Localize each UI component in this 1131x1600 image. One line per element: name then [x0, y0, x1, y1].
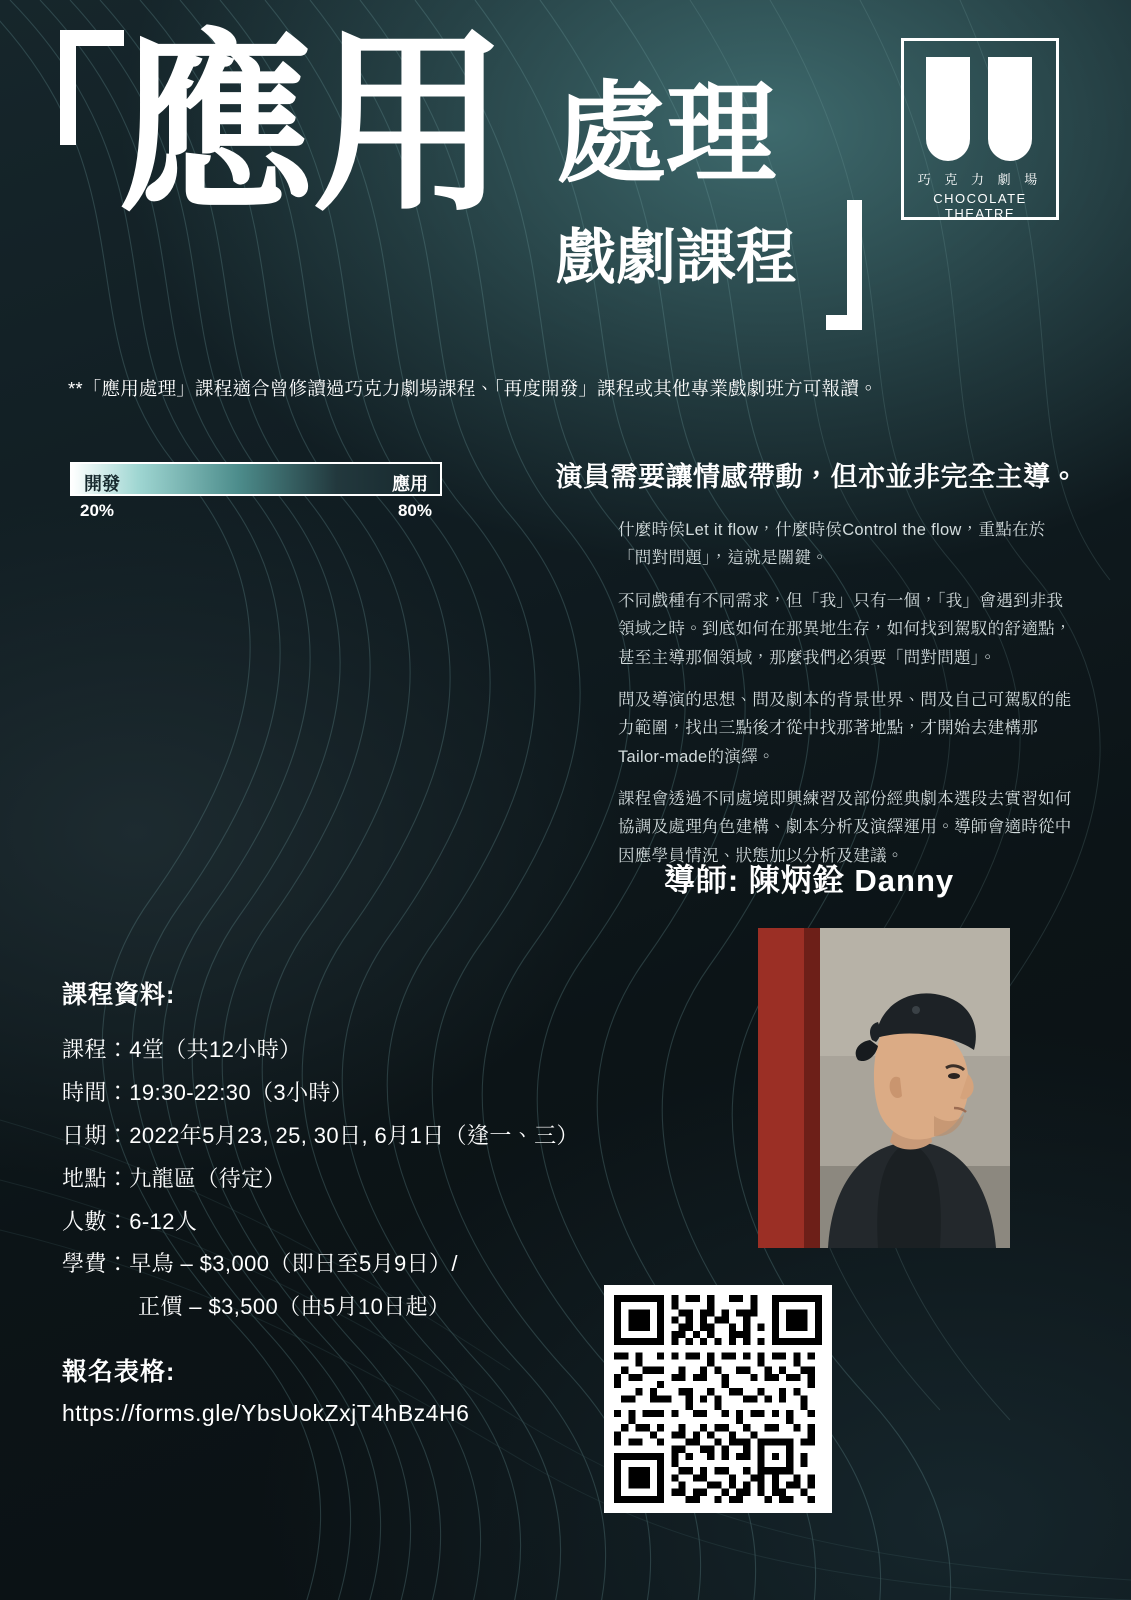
- course-info-row-fee-regular: 正價 – $3,500（由5月10日起）: [138, 1294, 451, 1320]
- meter-value-right: 80%: [397, 501, 432, 520]
- course-info-row-capacity: 人數：6-12人: [62, 1208, 198, 1234]
- page-title: 應用: [118, 15, 507, 234]
- course-info: [62, 975, 722, 1329]
- description-heading: 演員需要讓情感帶動，但亦並非完全主導。: [555, 462, 1078, 492]
- course-info-row-time: 時間：19:30-22:30（3小時）: [62, 1079, 354, 1105]
- meter-value-left: 20%: [80, 501, 115, 520]
- description-paragraph-3: 問及導演的思想、問及劇本的背景世界、問及自己可駕馭的能力範圍，找出三點後才從中找那著地點，才開始去建構那Tailor-made的演繹。: [618, 690, 1072, 766]
- eligibility-note: **「應用處理」課程適合曾修讀過巧克力劇場課程、「再度開發」課程或其他專業戲劇班方可報讀。: [68, 378, 878, 399]
- meter-label-left: 開發: [84, 474, 120, 494]
- course-info-heading: 課程資料:: [62, 981, 176, 1009]
- title-subword-course: 戲劇課程: [556, 224, 796, 291]
- meter-values: [70, 501, 442, 527]
- meter-label-right: 應用: [392, 474, 428, 494]
- course-info-row-dates: 日期：2022年5月23, 25, 30日, 6月1日（逢一、三）: [62, 1122, 579, 1148]
- registration-form-heading: 報名表格:: [62, 1358, 176, 1386]
- course-description: [540, 455, 1078, 884]
- instructor-photo: [758, 928, 1010, 1248]
- course-info-row-venue: 地點：九龍區（待定）: [62, 1165, 287, 1191]
- logo-mark-icon: [926, 57, 1038, 161]
- registration-form-url[interactable]: https://forms.gle/YbsUokZxjT4hBz4H6: [62, 1400, 470, 1426]
- course-info-row-fee: 學費：早鳥 – $3,000（即日至5月9日）/: [62, 1251, 458, 1277]
- bracket-open-icon: [60, 30, 124, 145]
- description-paragraph-1: 什麼時侯Let it flow，什麼時侯Control the flow，重點在於「問對問題」，這就是關鍵。: [618, 521, 1046, 568]
- poster-header: [0, 0, 1131, 350]
- logo-name-en: CHOCOLATE THEATRE: [933, 191, 1027, 221]
- logo-name-cn: 巧 克 力 劇 場: [917, 172, 1043, 187]
- meter-bar: [70, 462, 442, 496]
- description-paragraph-2: 不同戲種有不同需求，但「我」只有一個，「我」會遇到非我領域之時。到底如何在那異地生存，如何找到駕馭的舒適點，甚至主導那個領域，那麼我們必須要「問對問題」。: [618, 591, 1072, 667]
- development-application-meter: [70, 462, 442, 527]
- title-subword-processing: 處理: [556, 73, 776, 196]
- bracket-close-icon: [826, 200, 862, 330]
- qr-code[interactable]: [604, 1285, 832, 1513]
- instructor-name: 導師: 陳炳銓 Danny: [663, 863, 955, 898]
- chocolate-theatre-logo: [901, 38, 1059, 220]
- course-info-row-lessons: 課程：4堂（共12小時）: [62, 1037, 302, 1062]
- description-paragraph-4: 課程會透過不同處境即興練習及部份經典劇本選段去實習如何協調及處理角色建構、劇本分析及演繹運用。導師會適時從中因應學員情況、狀態加以分析及建議。: [618, 790, 1072, 865]
